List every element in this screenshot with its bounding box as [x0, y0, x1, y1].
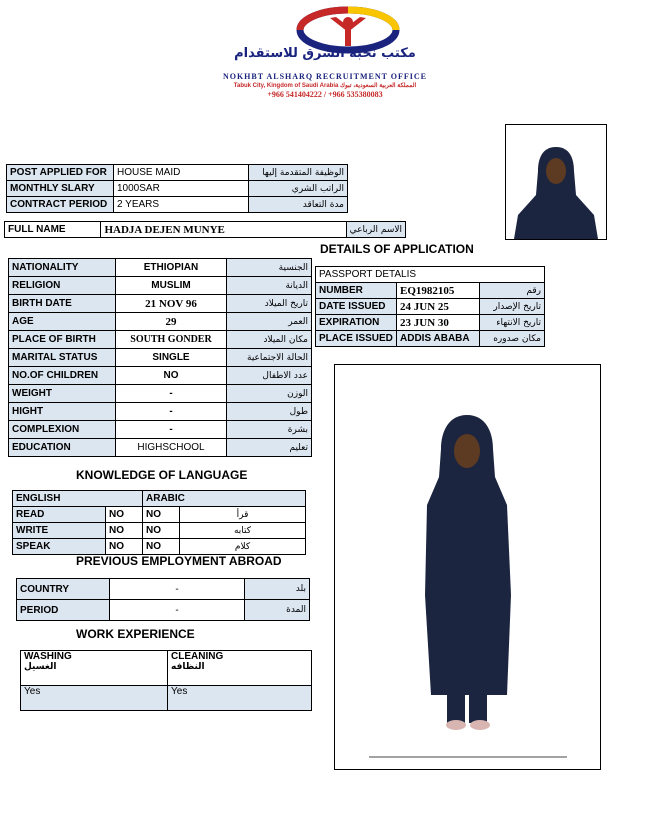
personal-label-ar: الديانة: [227, 277, 312, 295]
personal-value: 21 NOV 96: [116, 295, 227, 313]
employment-value: -: [110, 579, 245, 600]
passport-row: [316, 283, 545, 299]
passport-value: 23 JUN 30: [397, 315, 480, 331]
passport-label-ar: تاريخ الإصدار: [480, 299, 545, 315]
personal-label: RELIGION: [9, 277, 116, 295]
job-row: [7, 197, 348, 213]
details-title: DETAILS OF APPLICATION: [320, 242, 474, 256]
personal-label: NO.OF CHILDREN: [9, 367, 116, 385]
personal-value: -: [116, 421, 227, 439]
passport-value: ADDIS ABABA: [397, 331, 480, 347]
language-arabic: NO: [143, 539, 180, 555]
language-english: NO: [106, 507, 143, 523]
cleaning-label-ar: النظافه: [171, 662, 205, 672]
passport-row: [316, 315, 545, 331]
personal-value: SOUTH GONDER: [116, 331, 227, 349]
personal-row: [9, 331, 312, 349]
personal-label-ar: تعليم: [227, 439, 312, 457]
personal-label: PLACE OF BIRTH: [9, 331, 116, 349]
employment-table: [16, 578, 310, 621]
personal-value: -: [116, 385, 227, 403]
language-title: KNOWLEDGE OF LANGUAGE: [76, 468, 248, 482]
personal-label: NATIONALITY: [9, 259, 116, 277]
passport-row: [316, 331, 545, 347]
full-name-label: FULL NAME: [5, 222, 101, 238]
office-phones: +966 541404222 / +966 535380083: [267, 90, 383, 99]
office-name-english: NOKHBT ALSHARQ RECRUITMENT OFFICE: [222, 72, 428, 81]
personal-label: HIGHT: [9, 403, 116, 421]
personal-label-ar: طول: [227, 403, 312, 421]
language-head-arabic: ARABIC: [143, 491, 306, 507]
full-name-table: [4, 221, 406, 238]
employment-label-ar: بلد: [245, 579, 310, 600]
job-label: MONTHLY SLARY: [7, 181, 114, 197]
employment-label: PERIOD: [17, 600, 110, 621]
passport-value: 24 JUN 25: [397, 299, 480, 315]
personal-label-ar: الجنسية: [227, 259, 312, 277]
job-value: 1000SAR: [114, 181, 249, 197]
washing-label: WASHING: [24, 651, 72, 662]
personal-value: ETHIOPIAN: [116, 259, 227, 277]
language-arabic: NO: [143, 523, 180, 539]
cleaning-value: Yes: [168, 686, 312, 711]
passport-label: DATE ISSUED: [316, 299, 397, 315]
personal-value: -: [116, 403, 227, 421]
personal-row: [9, 277, 312, 295]
job-label: POST APPLIED FOR: [7, 165, 114, 181]
job-label-ar: الوظيفة المتقدمة إليها: [249, 165, 348, 181]
passport-label-ar: مكان صدوره: [480, 331, 545, 347]
washing-label-ar: الغسيل: [24, 662, 57, 672]
passport-title: PASSPORT DETALIS: [316, 267, 545, 283]
employment-row: [17, 579, 310, 600]
job-row: [7, 165, 348, 181]
personal-value: MUSLIM: [116, 277, 227, 295]
language-row: [13, 507, 306, 523]
work-title: WORK EXPERIENCE: [76, 627, 195, 641]
personal-label-ar: تاريخ الميلاد: [227, 295, 312, 313]
language-arabic: NO: [143, 507, 180, 523]
language-label-ar: قرأ: [180, 507, 306, 523]
personal-row: [9, 349, 312, 367]
personal-row: [9, 385, 312, 403]
personal-label-ar: مكان الميلاد: [227, 331, 312, 349]
language-label: SPEAK: [13, 539, 106, 555]
personal-label-ar: عدد الاطفال: [227, 367, 312, 385]
employment-label: COUNTRY: [17, 579, 110, 600]
personal-label-ar: الحالة الاجتماعية: [227, 349, 312, 367]
washing-value: Yes: [21, 686, 168, 711]
job-label-ar: الراتب الشري: [249, 181, 348, 197]
language-label-ar: كتابه: [180, 523, 306, 539]
employment-value: -: [110, 600, 245, 621]
office-location: Tabuk City, Kingdom of Saudi Arabia المملكة العربية السعودية، تبوك: [233, 83, 417, 89]
personal-label: WEIGHT: [9, 385, 116, 403]
passport-value: EQ1982105: [397, 283, 480, 299]
personal-label-ar: الوزن: [227, 385, 312, 403]
passport-label-ar: رقم: [480, 283, 545, 299]
language-row: [13, 523, 306, 539]
language-label: WRITE: [13, 523, 106, 539]
personal-row: [9, 403, 312, 421]
personal-row: [9, 313, 312, 331]
job-row: [7, 181, 348, 197]
passport-label: PLACE ISSUED: [316, 331, 397, 347]
personal-row: [9, 421, 312, 439]
personal-label: MARITAL STATUS: [9, 349, 116, 367]
full-body-photo: [334, 364, 601, 770]
language-table: [12, 490, 306, 555]
language-label: READ: [13, 507, 106, 523]
job-value: 2 YEARS: [114, 197, 249, 213]
full-name-label-ar: الاسم الرباعي: [346, 222, 405, 238]
passport-label: EXPIRATION: [316, 315, 397, 331]
personal-label-ar: بشرة: [227, 421, 312, 439]
personal-table: [8, 258, 312, 457]
personal-row: [9, 439, 312, 457]
passport-row: [316, 299, 545, 315]
cleaning-header: [168, 651, 312, 686]
work-table: [20, 650, 312, 711]
personal-row: [9, 295, 312, 313]
job-value: HOUSE MAID: [114, 165, 249, 181]
personal-value: HIGHSCHOOL: [116, 439, 227, 457]
passport-label: NUMBER: [316, 283, 397, 299]
full-body-figure: [335, 365, 600, 769]
passport-label-ar: تاريخ الانتهاء: [480, 315, 545, 331]
personal-label: BIRTH DATE: [9, 295, 116, 313]
language-row: [13, 539, 306, 555]
office-name-arabic: مكتب نخبة الشرق للاستقدام: [234, 46, 416, 61]
portrait-figure: [506, 125, 606, 239]
washing-header: [21, 651, 168, 686]
personal-row: [9, 259, 312, 277]
employment-label-ar: المدة: [245, 600, 310, 621]
personal-value: 29: [116, 313, 227, 331]
full-name-value: HADJA DEJEN MUNYE: [101, 222, 346, 238]
employment-title: PREVIOUS EMPLOYMENT ABROAD: [76, 554, 282, 568]
language-label-ar: كلام: [180, 539, 306, 555]
personal-label: EDUCATION: [9, 439, 116, 457]
job-label-ar: مدة التعاقد: [249, 197, 348, 213]
personal-row: [9, 367, 312, 385]
personal-label: COMPLEXION: [9, 421, 116, 439]
personal-value: NO: [116, 367, 227, 385]
employment-row: [17, 600, 310, 621]
job-label: CONTRACT PERIOD: [7, 197, 114, 213]
cleaning-label: CLEANING: [171, 651, 224, 662]
personal-label: AGE: [9, 313, 116, 331]
personal-value: SINGLE: [116, 349, 227, 367]
language-english: NO: [106, 539, 143, 555]
personal-label-ar: العمر: [227, 313, 312, 331]
language-english: NO: [106, 523, 143, 539]
portrait-photo: [505, 124, 607, 240]
language-head-english: ENGLISH: [13, 491, 143, 507]
passport-table: [315, 266, 545, 347]
job-table: [6, 164, 348, 213]
